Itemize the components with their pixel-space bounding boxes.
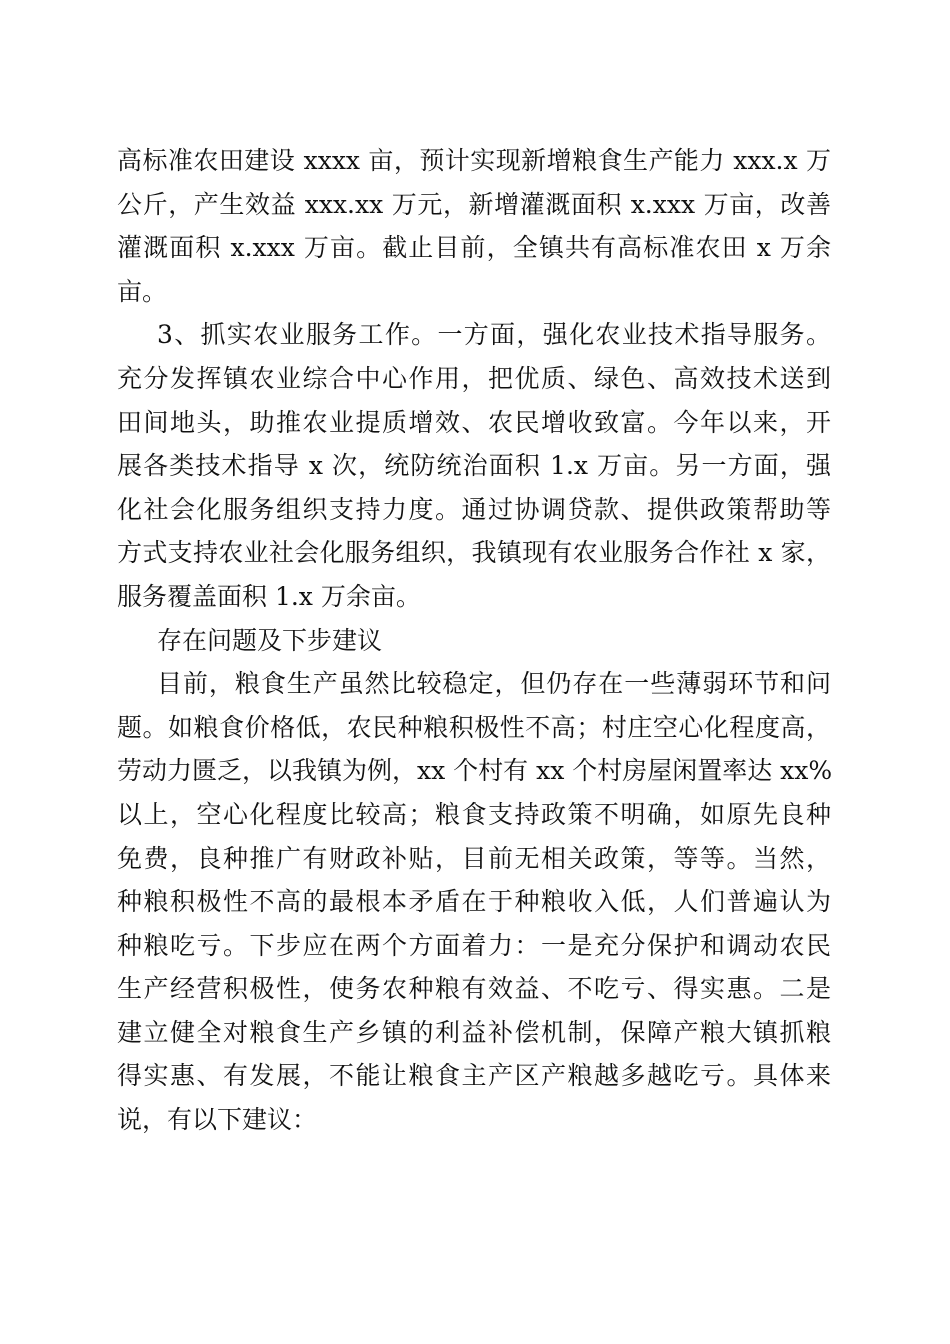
text-line: 公斤，产生效益 xxx.xx 万元，新增灌溉面积 x.xxx 万亩，改善 [117, 189, 831, 219]
text-line: 灌溉面积 x.xxx 万亩。截止目前，全镇共有高标准农田 x 万余 [117, 233, 831, 263]
text-line: 建立健全对粮食生产乡镇的利益补偿机制，保障产粮大镇抓粮 [117, 1017, 831, 1047]
text-line: 服务覆盖面积 1.x 万余亩。 [117, 581, 421, 611]
paragraph-problems-analysis [117, 662, 831, 1142]
text-line: 目前，粮食生产虽然比较稳定，但仍存在一些薄弱环节和问 [157, 669, 831, 699]
paragraph-farmland-results [117, 139, 831, 313]
paragraph-agricultural-services [117, 313, 831, 618]
text-line: 种粮吃亏。下步应在两个方面着力：一是充分保护和调动农民 [117, 930, 831, 960]
text-line: 展各类技术指导 x 次，统防统治面积 1.x 万亩。另一方面，强 [117, 451, 831, 481]
text-line: 高标准农田建设 xxxx 亩，预计实现新增粮食生产能力 xxx.x 万 [117, 146, 831, 175]
text-line: 生产经营积极性，使务农种粮有效益、不吃亏、得实惠。二是 [117, 974, 831, 1004]
text-line: 方式支持农业社会化服务组织，我镇现有农业服务合作社 x 家， [117, 538, 831, 568]
text-line: 以上，空心化程度比较高；粮食支持政策不明确，如原先良种 [117, 799, 831, 829]
document-body [117, 139, 831, 1142]
text-line: 充分发挥镇农业综合中心作用，把优质、绿色、高效技术送到 [117, 363, 831, 393]
text-line: 种粮积极性不高的最根本矛盾在于种粮收入低，人们普遍认为 [117, 887, 831, 917]
text-line: 题。如粮食价格低，农民种粮积极性不高；村庄空心化程度高， [117, 712, 831, 742]
text-line: 3、抓实农业服务工作。一方面，强化农业技术指导服务。 [157, 320, 831, 350]
text-line: 劳动力匮乏，以我镇为例，xx 个村有 xx 个村房屋闲置率达 xx% [117, 756, 833, 786]
section-heading-text: 存在问题及下步建议 [157, 625, 383, 655]
text-line: 田间地头，助推农业提质增效、农民增收致富。今年以来，开 [117, 407, 831, 437]
text-line: 亩。 [117, 276, 168, 306]
section-heading-problems-suggestions [117, 619, 831, 663]
text-line: 免费，良种推广有财政补贴，目前无相关政策，等等。当然， [117, 843, 831, 873]
text-line: 得实惠、有发展，不能让粮食主产区产粮越多越吃亏。具体来 [117, 1061, 831, 1091]
text-line: 化社会化服务组织支持力度。通过协调贷款、提供政策帮助等 [117, 494, 831, 524]
text-line: 说，有以下建议： [117, 1105, 318, 1135]
